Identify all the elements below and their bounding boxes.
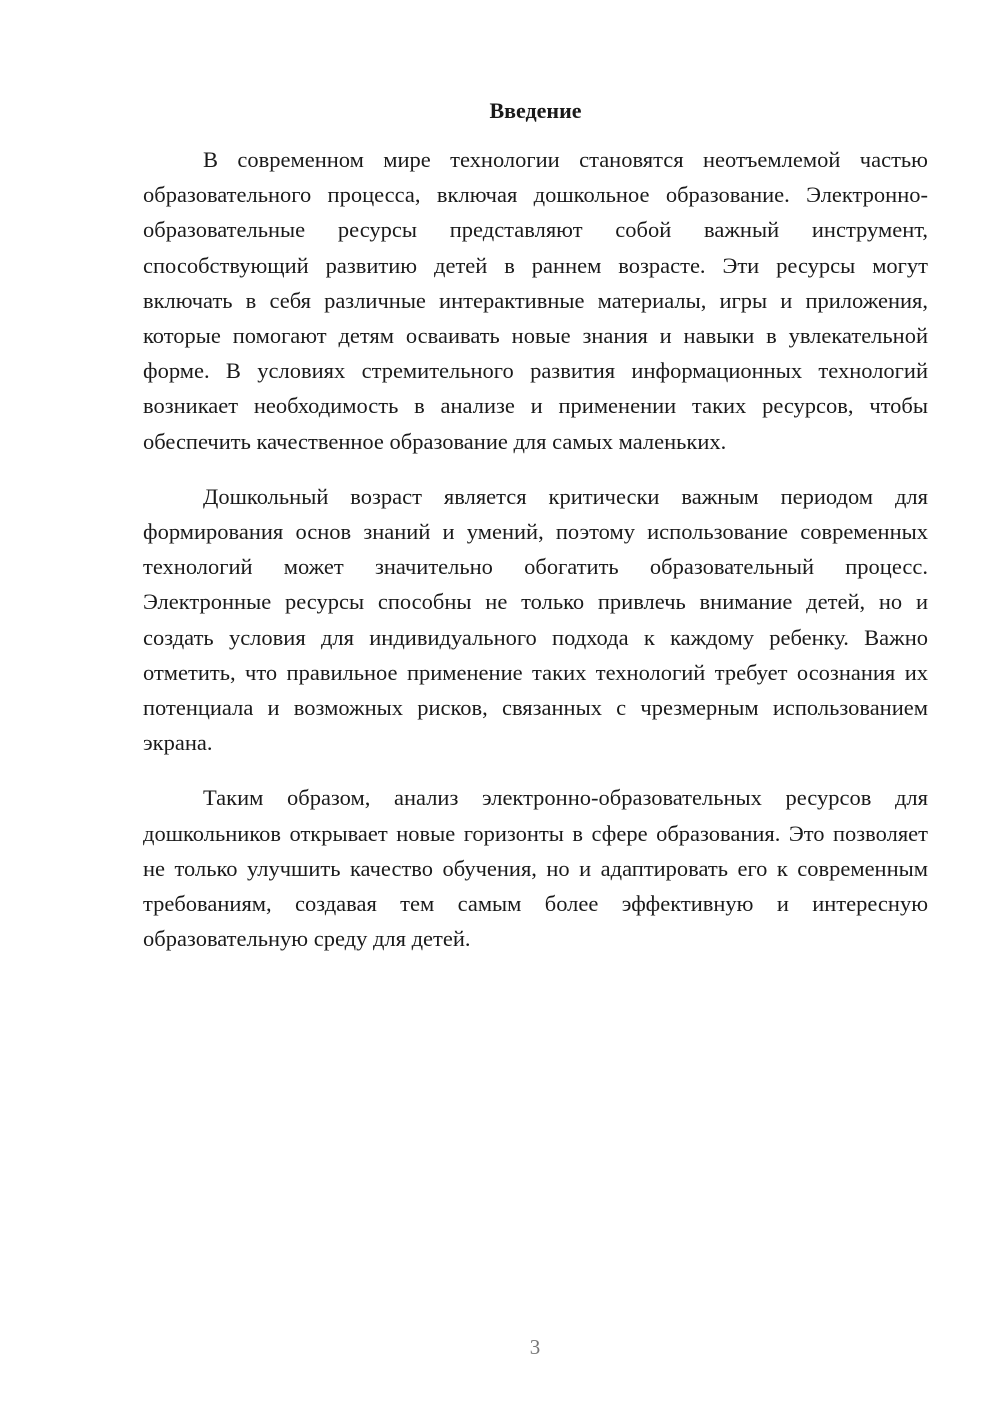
paragraph-3: Таким образом, анализ электронно-образовательных ресурсов для дошкольников открывает новые горизонты в сфере образования. Это позволяет не только улучшить качество обучения, но и адаптировать его к современным требованиям, создавая тем самым более эффективную и интересную образовательную среду для детей.: [143, 785, 928, 952]
section-heading: Введение: [489, 98, 582, 123]
body-text: [143, 142, 928, 976]
paragraph-2: Дошкольный возраст является критически важным периодом для формирования основ знаний и умений, поэтому использование современных технологий может значительно обогатить образовательный процесс. Электронные ресурсы способны не только привлечь внимание детей, но и создать условия для индивидуального подхода к каждому ребенку. Важно отметить, что правильное применение таких технологий требует осознания их потенциала и возможных рисков, связанных с чрезмерным использованием экрана.: [143, 483, 928, 756]
page-number: 3: [529, 1335, 541, 1359]
paragraph-1: В современном мире технологии становятся неотъемлемой частью образовательного процесса, включая дошкольное образование. Электронно-образовательные ресурсы представляют собой важный инструмент, способствующий развитию детей в раннем возрасте. Эти ресурсы могут включать в себя различные интерактивные материалы, игры и приложения, которые помогают детям осваивать новые знания и навыки в увлекательной форме. В условиях стремительного развития информационных технологий возникает необходимость в анализе и применении таких ресурсов, чтобы обеспечить качественное образование для самых маленьких.: [143, 147, 928, 454]
